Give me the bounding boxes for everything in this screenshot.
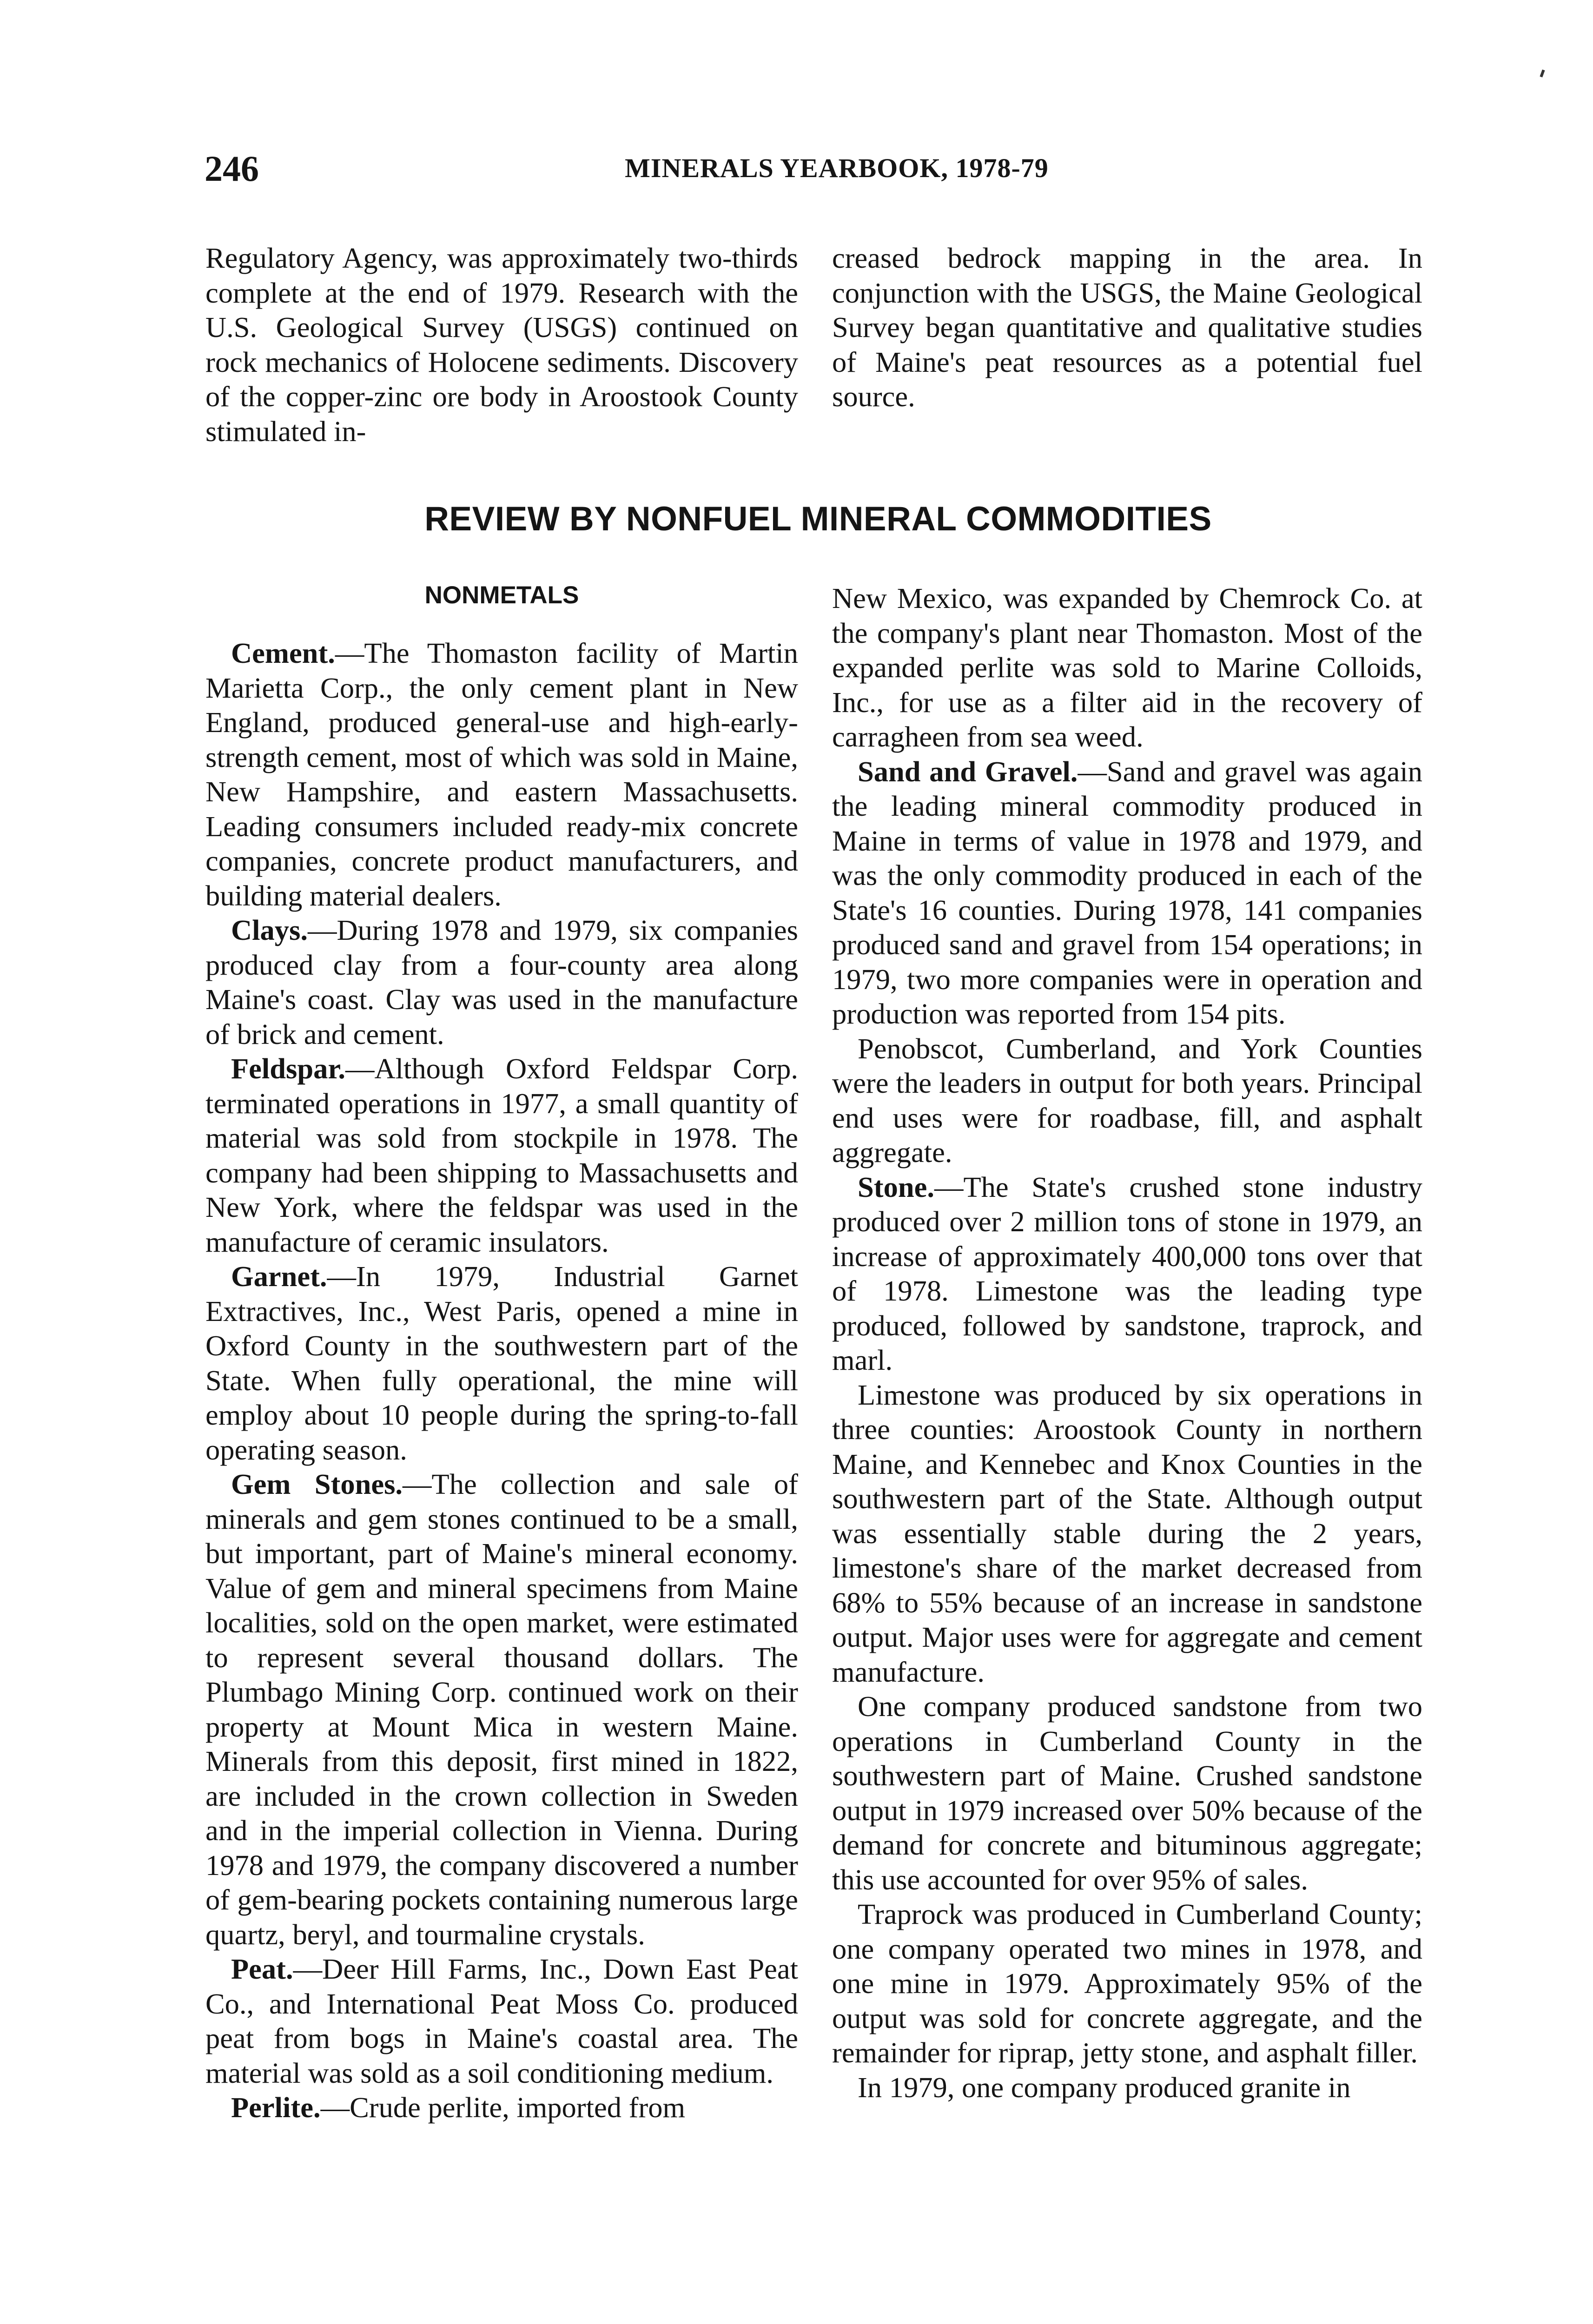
keyword: Cement.: [231, 637, 335, 669]
paragraph-text: —Crude perlite, imported from: [320, 2091, 686, 2124]
nonmetals-heading: NONMETALS: [424, 581, 579, 609]
paragraph-clays: [205, 913, 798, 1051]
paragraph-cement: [205, 636, 798, 913]
intro-left-column: [205, 241, 798, 449]
paragraph-garnet: [205, 1259, 798, 1467]
paragraph-perlite: [205, 2090, 798, 2125]
paragraph-sand-counties: [832, 1031, 1422, 1170]
paragraph-stone: [832, 1170, 1422, 1378]
paragraph-sand-and-gravel: [832, 754, 1422, 1031]
keyword: Clays.: [231, 914, 308, 946]
keyword: Feldspar.: [231, 1052, 346, 1085]
paragraph-traprock: [832, 1897, 1422, 2070]
paragraph-text: —Although Oxford Feldspar Corp. terminated operations in 1977, a small quantity of material was sold from stockpile in 1978. The company had been shipping to Massachusetts and New York, where the feldspar was used in the manufacture of ceramic insulators.: [205, 1052, 798, 1258]
running-title: MINERALS YEARBOOK, 1978-79: [625, 153, 1049, 183]
intro-right-column: [832, 241, 1422, 414]
intro-right-paragraph: creased bedrock mapping in the area. In conjunction with the USGS, the Maine Geological Survey began quantitative and qualitative studies of Maine's peat resources as a potential fuel source.: [832, 242, 1422, 413]
paragraph-text: In 1979, one company produced granite in: [858, 2071, 1351, 2104]
paragraph-text: —Sand and gravel was again the leading mineral commodity produced in Maine in terms of value in 1978 and 1979, and was the only commodity produced in each of the State's 16 counties. During 1978, 141 companies produced sand and gravel from 154 operations; in 1979, two more companies were in operation and production was reported from 154 pits.: [832, 755, 1422, 1030]
paragraph-text: —In 1979, Industrial Garnet Extractives, Inc., West Paris, opened a mine in Oxford County in the southwestern part of the State. When fully operational, the mine will employ about 10 people during the spring-to-fall operating season.: [205, 1260, 798, 1466]
running-header: [205, 148, 1469, 190]
paragraph-peat: [205, 1952, 798, 2090]
right-column: [832, 581, 1422, 2105]
keyword: Sand and Gravel.: [858, 755, 1078, 788]
page-number: 246: [205, 148, 259, 189]
intro-left-paragraph: Regulatory Agency, was approximately two-thirds complete at the end of 1979. Research with the U.S. Geological Survey (USGS) continued on rock mechanics of Holocene sediments. Discovery of the copper-zinc ore body in Aroostook County stimulated in-: [205, 242, 798, 448]
keyword: Gem Stones.: [231, 1468, 403, 1500]
keyword: Peat.: [231, 1953, 293, 1985]
paragraph-text: —During 1978 and 1979, six companies produced clay from a four-county area along Maine's coast. Clay was used in the manufacture of brick and cement.: [205, 914, 798, 1050]
paragraph-text: —The collection and sale of minerals and gem stones continued to be a small, but important, part of Maine's mineral economy. Value of gem and mineral specimens from Maine localities, sold on the open market, were estimated to represent several thousand dollars. The Plumbago Mining Corp. continued work on their property at Mount Mica in western Maine. Minerals from this deposit, first mined in 1822, are included in the crown collection in Sweden and in the imperial collection in Vienna. During 1978 and 1979, the company discovered a number of gem-bearing pockets containing numerous large quartz, beryl, and tourmaline crystals.: [205, 1468, 798, 1951]
keyword: Garnet.: [231, 1260, 327, 1293]
section-heading: REVIEW BY NONFUEL MINERAL COMMODITIES: [424, 500, 1212, 538]
paragraph-feldspar: [205, 1051, 798, 1259]
left-column: [205, 636, 798, 2125]
paragraph-limestone: [832, 1378, 1422, 1690]
paragraph-text: —The State's crushed stone industry produced over 2 million tons of stone in 1979, an increase of approximately 400,000 tons over that of 1978. Limestone was the leading type produced, followed by sandstone, traprock, and marl.: [832, 1170, 1422, 1376]
paragraph-text: Penobscot, Cumberland, and York Counties were the leaders in output for both years. Principal end uses were for roadbase, fill, and asphalt aggregate.: [832, 1032, 1422, 1169]
scan-mark: [1540, 69, 1545, 77]
keyword: Stone.: [858, 1170, 934, 1203]
paragraph-perlite-continued: [832, 581, 1422, 754]
paragraph-granite: [832, 2070, 1422, 2105]
paragraph-gem-stones: [205, 1467, 798, 1952]
paragraph-text: Limestone was produced by six operations in three counties: Aroostook County in northern Maine, and Kennebec and Knox Counties in the southwestern part of the State. Although output was essentially stable during the 2 years, limestone's share of the market decreased from 68% to 55% because of an increase in sandstone output. Major uses were for aggregate and cement manufacture.: [832, 1378, 1422, 1688]
paragraph-text: New Mexico, was expanded by Chemrock Co. at the company's plant near Thomaston. Most of the expanded perlite was sold to Marine Colloids, Inc., for use as a filter aid in the recovery of carragheen from sea weed.: [832, 582, 1422, 753]
keyword: Perlite.: [231, 2091, 321, 2124]
paragraph-text: One company produced sandstone from two operations in Cumberland County in the southwestern part of Maine. Crushed sandstone output in 1979 increased over 50% because of the demand for concrete and bituminous aggregate; this use accounted for over 95% of sales.: [832, 1690, 1422, 1896]
paragraph-sandstone: [832, 1689, 1422, 1897]
paragraph-text: Traprock was produced in Cumberland County; one company operated two mines in 1978, and one mine in 1979. Approximately 95% of the output was sold for concrete aggregate, and the remainder for riprap, jetty stone, and asphalt filler.: [832, 1898, 1422, 2069]
paragraph-text: —Deer Hill Farms, Inc., Down East Peat Co., and International Peat Moss Co. produced peat from bogs in Maine's coastal area. The material was sold as a soil conditioning medium.: [205, 1953, 798, 2089]
paragraph-text: —The Thomaston facility of Martin Marietta Corp., the only cement plant in New England, produced general-use and high-early-strength cement, most of which was sold in Maine, New Hampshire, and eastern Massachusetts. Leading consumers included ready-mix concrete companies, concrete product manufacturers, and building material dealers.: [205, 637, 798, 912]
